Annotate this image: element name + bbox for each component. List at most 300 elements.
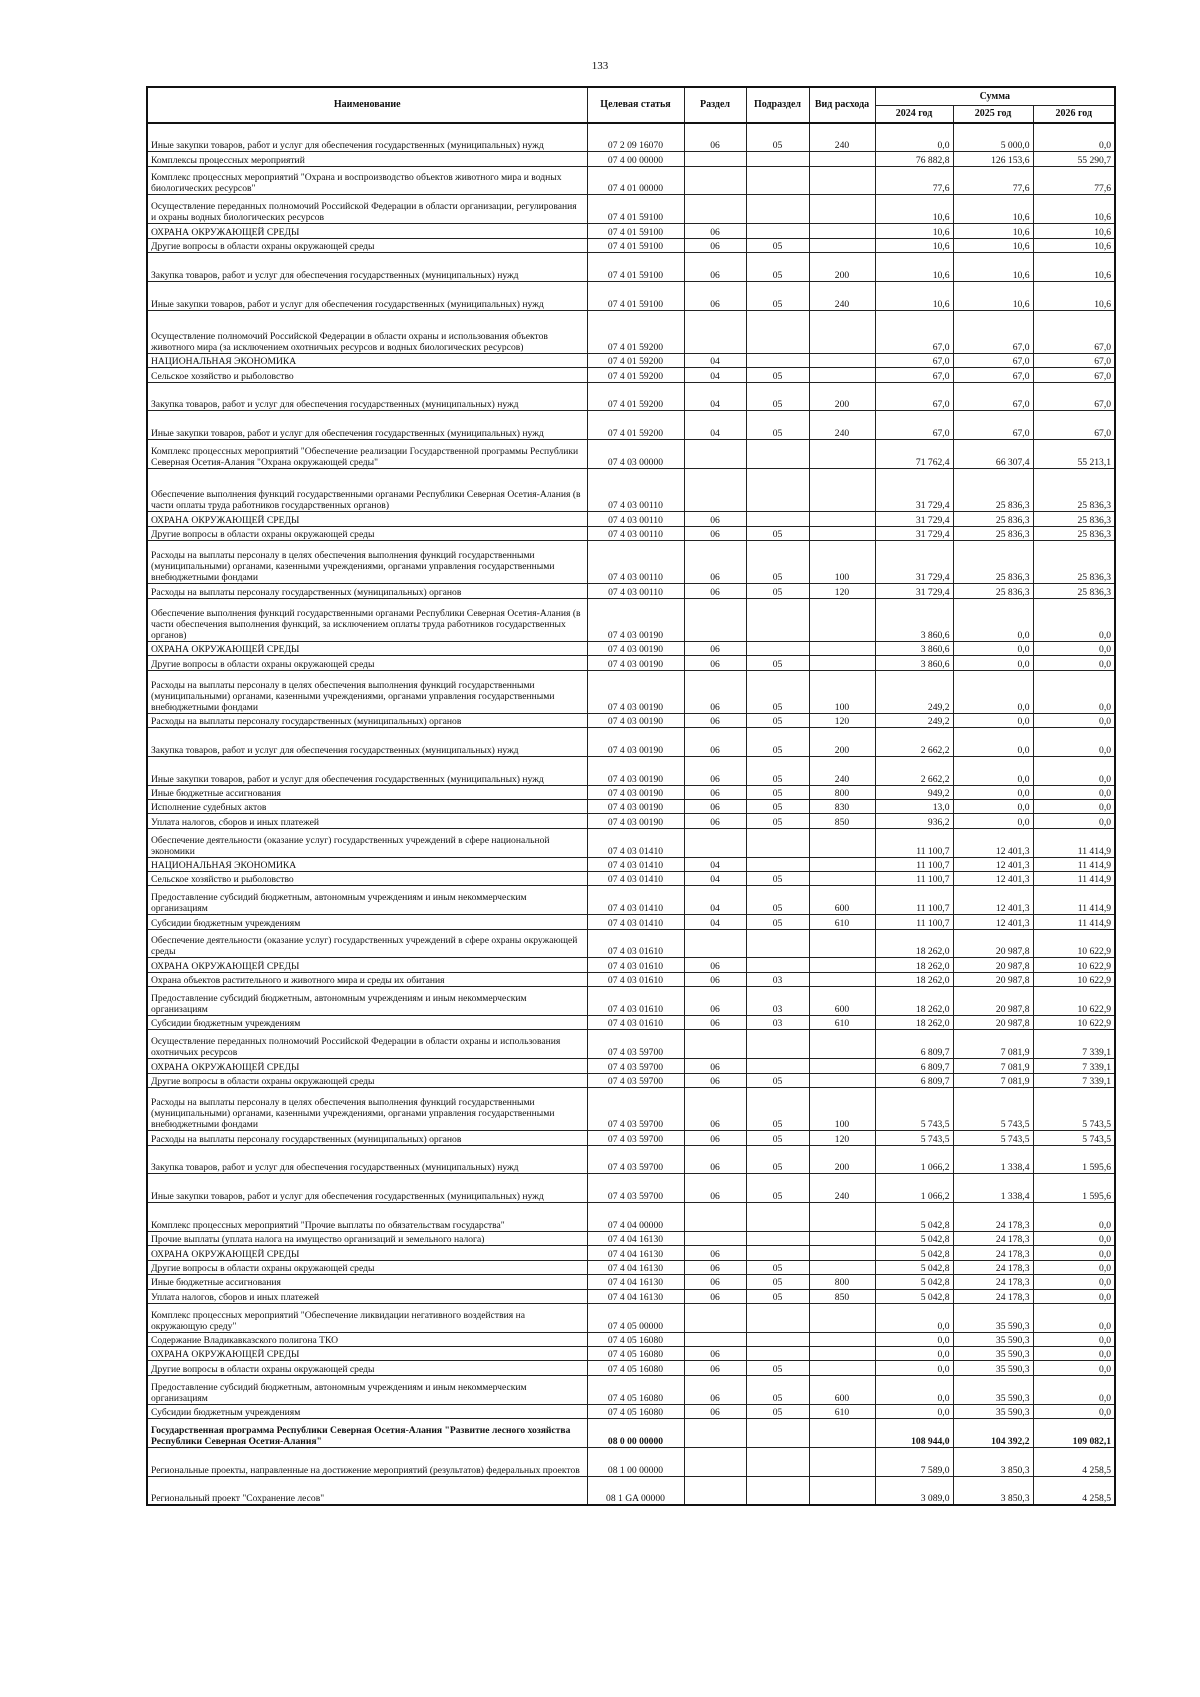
row-target-code: 07 4 03 01410 (587, 872, 684, 886)
row-sum-2026: 11 414,9 (1033, 872, 1115, 886)
row-section (684, 1231, 746, 1245)
row-target-code: 07 4 03 59700 (587, 1131, 684, 1145)
row-sum-2024: 6 809,7 (875, 1073, 953, 1087)
row-sum-2025: 20 987,8 (953, 1016, 1033, 1030)
row-sum-2024: 67,0 (875, 411, 953, 440)
table-row (147, 526, 1115, 540)
row-target-code: 07 4 01 59200 (587, 310, 684, 353)
row-section: 06 (684, 1145, 746, 1174)
row-expense-type (809, 958, 875, 972)
row-sum-2024: 11 100,7 (875, 915, 953, 929)
row-section (684, 1419, 746, 1448)
table-row (147, 1419, 1115, 1448)
row-expense-type (809, 857, 875, 871)
row-section: 04 (684, 886, 746, 915)
row-sum-2025: 35 590,3 (953, 1375, 1033, 1404)
row-sum-2026: 0,0 (1033, 814, 1115, 828)
row-section: 06 (684, 958, 746, 972)
row-sum-2024: 0,0 (875, 123, 953, 152)
table-row (147, 1145, 1115, 1174)
row-name: Иные закупки товаров, работ и услуг для обеспечения государственных (муниципальных) нужд (147, 281, 587, 310)
row-expense-type: 240 (809, 411, 875, 440)
row-sum-2025: 0,0 (953, 670, 1033, 713)
row-target-code: 07 4 03 59700 (587, 1087, 684, 1130)
row-sum-2024: 3 089,0 (875, 1476, 953, 1505)
budget-table (146, 86, 1116, 1506)
row-section: 06 (684, 1087, 746, 1130)
row-expense-type: 850 (809, 814, 875, 828)
table-row (147, 886, 1115, 915)
row-sum-2024: 67,0 (875, 382, 953, 411)
row-sum-2024: 0,0 (875, 1375, 953, 1404)
page-number: 133 (591, 60, 609, 72)
table-row (147, 1404, 1115, 1418)
row-name: Расходы на выплаты персоналу государственных (муниципальных) органов (147, 584, 587, 598)
row-name: Обеспечение выполнения функций государственными органами Республики Северная Осетия-Алания (в части обеспечения выполнения функций, за исключением оплаты труда работников государственных органов) (147, 598, 587, 641)
row-subsection: 05 (746, 1145, 809, 1174)
row-expense-type: 120 (809, 713, 875, 727)
row-sum-2025: 0,0 (953, 756, 1033, 785)
row-sum-2024: 77,6 (875, 166, 953, 195)
row-target-code: 07 4 03 01610 (587, 987, 684, 1016)
table-row (147, 1087, 1115, 1130)
row-sum-2025: 24 178,3 (953, 1246, 1033, 1260)
row-section: 06 (684, 1246, 746, 1260)
row-sum-2025: 5 743,5 (953, 1131, 1033, 1145)
row-expense-type: 600 (809, 987, 875, 1016)
row-sum-2026: 11 414,9 (1033, 886, 1115, 915)
row-section: 04 (684, 411, 746, 440)
row-sum-2024: 71 762,4 (875, 440, 953, 469)
row-name: Расходы на выплаты персоналу государственных (муниципальных) органов (147, 713, 587, 727)
row-sum-2025: 35 590,3 (953, 1303, 1033, 1332)
row-section: 06 (684, 1016, 746, 1030)
row-expense-type (809, 368, 875, 382)
row-expense-type (809, 1419, 875, 1448)
row-name: Другие вопросы в области охраны окружающей среды (147, 1361, 587, 1375)
row-expense-type: 120 (809, 584, 875, 598)
row-target-code: 07 4 05 16080 (587, 1375, 684, 1404)
row-sum-2025: 20 987,8 (953, 958, 1033, 972)
row-section (684, 828, 746, 857)
row-name: Расходы на выплаты персоналу в целях обеспечения выполнения функций государственными (муниципальными) органами, казенными учреждениями, органами управления государственными внебюджетными фондами (147, 540, 587, 583)
row-target-code: 07 4 03 00190 (587, 670, 684, 713)
row-subsection (746, 353, 809, 367)
row-expense-type (809, 469, 875, 512)
row-name: Обеспечение выполнения функций государственными органами Республики Северная Осетия-Алания (в части оплаты труда работников государственных органов) (147, 469, 587, 512)
row-section: 06 (684, 728, 746, 757)
row-sum-2025: 77,6 (953, 166, 1033, 195)
row-expense-type: 830 (809, 800, 875, 814)
table-header (147, 87, 1115, 123)
table-row (147, 195, 1115, 224)
row-target-code: 07 4 01 59200 (587, 353, 684, 367)
row-sum-2024: 5 042,8 (875, 1246, 953, 1260)
row-sum-2026: 1 595,6 (1033, 1174, 1115, 1203)
row-sum-2026: 10 622,9 (1033, 987, 1115, 1016)
row-target-code: 07 4 03 59700 (587, 1145, 684, 1174)
row-target-code: 07 4 03 00110 (587, 526, 684, 540)
row-sum-2026: 0,0 (1033, 1375, 1115, 1404)
row-expense-type (809, 1030, 875, 1059)
row-sum-2025: 10,6 (953, 195, 1033, 224)
row-sum-2026: 10 622,9 (1033, 929, 1115, 958)
row-expense-type (809, 972, 875, 986)
row-sum-2025: 25 836,3 (953, 526, 1033, 540)
row-name: Закупка товаров, работ и услуг для обеспечения государственных (муниципальных) нужд (147, 728, 587, 757)
row-section: 06 (684, 713, 746, 727)
row-sum-2025: 12 401,3 (953, 872, 1033, 886)
row-name: Предоставление субсидий бюджетным, автономным учреждениям и иным некоммерческим организациям (147, 886, 587, 915)
row-sum-2024: 6 809,7 (875, 1030, 953, 1059)
row-subsection: 05 (746, 756, 809, 785)
row-sum-2026: 67,0 (1033, 310, 1115, 353)
table-row (147, 123, 1115, 152)
row-name: Сельское хозяйство и рыболовство (147, 368, 587, 382)
row-expense-type (809, 1332, 875, 1346)
row-name: Осуществление переданных полномочий Российской Федерации в области охраны и использования охотничьих ресурсов (147, 1030, 587, 1059)
row-target-code: 07 4 04 00000 (587, 1203, 684, 1232)
row-section: 04 (684, 857, 746, 871)
row-section: 06 (684, 1289, 746, 1303)
row-target-code: 07 4 03 59700 (587, 1030, 684, 1059)
table-row (147, 915, 1115, 929)
row-sum-2024: 10,6 (875, 195, 953, 224)
row-sum-2025: 0,0 (953, 598, 1033, 641)
row-sum-2026: 10 622,9 (1033, 958, 1115, 972)
row-sum-2024: 10,6 (875, 253, 953, 282)
row-expense-type: 240 (809, 123, 875, 152)
row-sum-2026: 5 743,5 (1033, 1131, 1115, 1145)
table-row (147, 469, 1115, 512)
row-section: 06 (684, 224, 746, 238)
row-target-code: 07 4 03 01410 (587, 915, 684, 929)
row-sum-2026: 25 836,3 (1033, 469, 1115, 512)
row-sum-2026: 0,0 (1033, 1289, 1115, 1303)
row-section: 06 (684, 526, 746, 540)
row-section (684, 1030, 746, 1059)
row-section (684, 166, 746, 195)
table-row (147, 756, 1115, 785)
row-sum-2024: 936,2 (875, 814, 953, 828)
row-name: Комплексы процессных мероприятий (147, 152, 587, 166)
row-sum-2024: 3 860,6 (875, 598, 953, 641)
row-name: Иные бюджетные ассигнования (147, 1275, 587, 1289)
row-subsection (746, 828, 809, 857)
row-expense-type (809, 1203, 875, 1232)
row-sum-2025: 24 178,3 (953, 1260, 1033, 1274)
row-subsection: 05 (746, 1289, 809, 1303)
table-row (147, 800, 1115, 814)
table-row (147, 1447, 1115, 1476)
row-sum-2024: 11 100,7 (875, 828, 953, 857)
row-subsection: 05 (746, 713, 809, 727)
row-expense-type (809, 1447, 875, 1476)
row-sum-2024: 11 100,7 (875, 886, 953, 915)
row-target-code: 07 4 03 59700 (587, 1059, 684, 1073)
row-target-code: 07 4 03 01610 (587, 958, 684, 972)
row-target-code: 07 4 03 00190 (587, 785, 684, 799)
row-target-code: 08 1 GA 00000 (587, 1476, 684, 1505)
table-row (147, 411, 1115, 440)
row-sum-2026: 5 743,5 (1033, 1087, 1115, 1130)
row-name: Охрана объектов растительного и животного мира и среды их обитания (147, 972, 587, 986)
table-row (147, 1231, 1115, 1245)
row-sum-2026: 67,0 (1033, 411, 1115, 440)
row-name: Осуществление переданных полномочий Российской Федерации в области организации, регулирования и охраны водных биологических ресурсов (147, 195, 587, 224)
row-expense-type (809, 1303, 875, 1332)
row-expense-type: 800 (809, 785, 875, 799)
row-sum-2026: 7 339,1 (1033, 1073, 1115, 1087)
row-sum-2026: 0,0 (1033, 1275, 1115, 1289)
row-sum-2026: 0,0 (1033, 1203, 1115, 1232)
row-section (684, 195, 746, 224)
table-row (147, 670, 1115, 713)
table-row (147, 972, 1115, 986)
table-row (147, 814, 1115, 828)
row-target-code: 07 2 09 16070 (587, 123, 684, 152)
row-subsection: 05 (746, 670, 809, 713)
row-sum-2024: 249,2 (875, 670, 953, 713)
row-sum-2025: 0,0 (953, 656, 1033, 670)
header-sum: Сумма (875, 87, 1115, 105)
row-sum-2025: 104 392,2 (953, 1419, 1033, 1448)
row-name: Закупка товаров, работ и услуг для обеспечения государственных (муниципальных) нужд (147, 382, 587, 411)
table-row (147, 353, 1115, 367)
row-sum-2025: 10,6 (953, 224, 1033, 238)
row-name: Содержание Владикавказского полигона ТКО (147, 1332, 587, 1346)
row-section: 06 (684, 656, 746, 670)
row-subsection: 05 (746, 411, 809, 440)
row-section (684, 469, 746, 512)
row-name: Расходы на выплаты персоналу государственных (муниципальных) органов (147, 1131, 587, 1145)
row-expense-type: 610 (809, 1404, 875, 1418)
table-row (147, 1246, 1115, 1260)
row-subsection: 05 (746, 1174, 809, 1203)
row-section (684, 929, 746, 958)
table-row (147, 238, 1115, 252)
row-subsection (746, 1231, 809, 1245)
table-row (147, 929, 1115, 958)
row-sum-2024: 11 100,7 (875, 857, 953, 871)
row-name: Региональный проект "Сохранение лесов" (147, 1476, 587, 1505)
row-section: 06 (684, 1073, 746, 1087)
row-name: ОХРАНА ОКРУЖАЮЩЕЙ СРЕДЫ (147, 1347, 587, 1361)
table-row (147, 1174, 1115, 1203)
row-name: Комплекс процессных мероприятий "Охрана и воспроизводство объектов животного мира и водных биологических ресурсов" (147, 166, 587, 195)
row-expense-type (809, 828, 875, 857)
row-target-code: 07 4 03 00190 (587, 656, 684, 670)
row-section: 04 (684, 382, 746, 411)
row-sum-2024: 31 729,4 (875, 512, 953, 526)
row-sum-2024: 2 662,2 (875, 728, 953, 757)
row-subsection: 05 (746, 728, 809, 757)
row-subsection (746, 1203, 809, 1232)
row-sum-2025: 20 987,8 (953, 929, 1033, 958)
row-subsection: 05 (746, 1275, 809, 1289)
table-row (147, 1073, 1115, 1087)
table-row (147, 1332, 1115, 1346)
row-name: Другие вопросы в области охраны окружающей среды (147, 656, 587, 670)
row-target-code: 07 4 03 01410 (587, 828, 684, 857)
row-name: Закупка товаров, работ и услуг для обеспечения государственных (муниципальных) нужд (147, 1145, 587, 1174)
row-target-code: 07 4 01 59100 (587, 281, 684, 310)
table-row (147, 1303, 1115, 1332)
row-expense-type: 100 (809, 540, 875, 583)
row-target-code: 07 4 03 59700 (587, 1174, 684, 1203)
row-sum-2024: 31 729,4 (875, 584, 953, 598)
row-target-code: 08 1 00 00000 (587, 1447, 684, 1476)
row-sum-2024: 3 860,6 (875, 641, 953, 655)
row-name: Иные бюджетные ассигнования (147, 785, 587, 799)
row-section (684, 1203, 746, 1232)
row-expense-type (809, 238, 875, 252)
row-sum-2025: 7 081,9 (953, 1073, 1033, 1087)
row-expense-type (809, 310, 875, 353)
row-sum-2024: 5 743,5 (875, 1131, 953, 1145)
row-expense-type (809, 353, 875, 367)
row-section: 04 (684, 872, 746, 886)
row-sum-2025: 67,0 (953, 411, 1033, 440)
row-name: Субсидии бюджетным учреждениям (147, 915, 587, 929)
row-subsection (746, 958, 809, 972)
table-row (147, 1361, 1115, 1375)
row-name: Предоставление субсидий бюджетным, автономным учреждениям и иным некоммерческим организациям (147, 1375, 587, 1404)
row-sum-2025: 67,0 (953, 382, 1033, 411)
row-target-code: 07 4 03 01610 (587, 929, 684, 958)
row-name: Сельское хозяйство и рыболовство (147, 872, 587, 886)
row-section: 06 (684, 540, 746, 583)
row-sum-2025: 67,0 (953, 353, 1033, 367)
row-name: Другие вопросы в области охраны окружающей среды (147, 1260, 587, 1274)
row-subsection (746, 857, 809, 871)
row-sum-2025: 66 307,4 (953, 440, 1033, 469)
row-sum-2026: 0,0 (1033, 1260, 1115, 1274)
row-subsection: 05 (746, 281, 809, 310)
row-target-code: 07 4 03 01610 (587, 972, 684, 986)
row-section: 06 (684, 1131, 746, 1145)
row-subsection: 05 (746, 1361, 809, 1375)
table-row (147, 281, 1115, 310)
row-subsection: 05 (746, 123, 809, 152)
row-sum-2026: 7 339,1 (1033, 1030, 1115, 1059)
row-sum-2026: 4 258,5 (1033, 1476, 1115, 1505)
row-name: ОХРАНА ОКРУЖАЮЩЕЙ СРЕДЫ (147, 224, 587, 238)
row-section (684, 152, 746, 166)
row-sum-2026: 0,0 (1033, 1231, 1115, 1245)
row-sum-2024: 249,2 (875, 713, 953, 727)
row-section: 06 (684, 281, 746, 310)
row-sum-2026: 67,0 (1033, 368, 1115, 382)
row-section: 06 (684, 238, 746, 252)
row-target-code: 07 4 03 00190 (587, 800, 684, 814)
table-row (147, 1289, 1115, 1303)
row-subsection (746, 512, 809, 526)
row-name: Расходы на выплаты персоналу в целях обеспечения выполнения функций государственными (муниципальными) органами, казенными учреждениями, органами управления государственными внебюджетными фондами (147, 1087, 587, 1130)
header-2025: 2025 год (953, 105, 1033, 123)
row-name: Комплекс процессных мероприятий "Обеспечение реализации Государственной программы Республики Северная Осетия-Алания "Охрана окружающей среды" (147, 440, 587, 469)
row-expense-type (809, 929, 875, 958)
header-expense-type: Вид расхода (809, 87, 875, 123)
row-name: Другие вопросы в области охраны окружающей среды (147, 526, 587, 540)
row-subsection: 05 (746, 1087, 809, 1130)
row-sum-2025: 25 836,3 (953, 584, 1033, 598)
row-sum-2026: 0,0 (1033, 1303, 1115, 1332)
row-target-code: 07 4 05 16080 (587, 1332, 684, 1346)
row-target-code: 08 0 00 00000 (587, 1419, 684, 1448)
row-sum-2025: 12 401,3 (953, 915, 1033, 929)
row-target-code: 07 4 04 16130 (587, 1246, 684, 1260)
row-section: 06 (684, 814, 746, 828)
row-expense-type: 800 (809, 1275, 875, 1289)
row-expense-type: 100 (809, 1087, 875, 1130)
table-row (147, 1375, 1115, 1404)
table-row (147, 1347, 1115, 1361)
row-sum-2026: 10,6 (1033, 224, 1115, 238)
row-sum-2026: 0,0 (1033, 123, 1115, 152)
row-section: 06 (684, 1174, 746, 1203)
table-row (147, 872, 1115, 886)
row-expense-type: 120 (809, 1131, 875, 1145)
row-expense-type: 100 (809, 670, 875, 713)
row-sum-2024: 5 042,8 (875, 1231, 953, 1245)
header-code: Целевая статья (587, 87, 684, 123)
row-expense-type: 200 (809, 1145, 875, 1174)
row-target-code: 07 4 03 00190 (587, 641, 684, 655)
row-sum-2026: 25 836,3 (1033, 540, 1115, 583)
row-name: ОХРАНА ОКРУЖАЮЩЕЙ СРЕДЫ (147, 958, 587, 972)
row-subsection: 05 (746, 656, 809, 670)
row-target-code: 07 4 03 59700 (587, 1073, 684, 1087)
row-sum-2024: 5 042,8 (875, 1275, 953, 1289)
row-subsection: 05 (746, 1375, 809, 1404)
row-sum-2026: 0,0 (1033, 656, 1115, 670)
row-sum-2025: 0,0 (953, 814, 1033, 828)
row-sum-2025: 35 590,3 (953, 1361, 1033, 1375)
table-row (147, 440, 1115, 469)
row-target-code: 07 4 04 16130 (587, 1231, 684, 1245)
row-expense-type (809, 440, 875, 469)
row-section: 06 (684, 1059, 746, 1073)
row-name: ОХРАНА ОКРУЖАЮЩЕЙ СРЕДЫ (147, 512, 587, 526)
row-section: 06 (684, 800, 746, 814)
table-row (147, 584, 1115, 598)
row-sum-2026: 0,0 (1033, 785, 1115, 799)
row-sum-2024: 0,0 (875, 1361, 953, 1375)
row-sum-2024: 13,0 (875, 800, 953, 814)
row-name: Обеспечение деятельности (оказание услуг) государственных учреждений в сфере охраны окружающей среды (147, 929, 587, 958)
row-target-code: 07 4 01 59200 (587, 368, 684, 382)
row-sum-2026: 4 258,5 (1033, 1447, 1115, 1476)
row-section (684, 1332, 746, 1346)
row-sum-2024: 949,2 (875, 785, 953, 799)
row-target-code: 07 4 05 16080 (587, 1404, 684, 1418)
row-sum-2024: 5 042,8 (875, 1289, 953, 1303)
row-sum-2026: 10,6 (1033, 238, 1115, 252)
row-expense-type (809, 1246, 875, 1260)
row-target-code: 07 4 03 00190 (587, 728, 684, 757)
row-sum-2024: 1 066,2 (875, 1174, 953, 1203)
row-sum-2025: 1 338,4 (953, 1174, 1033, 1203)
row-section: 06 (684, 253, 746, 282)
table-row (147, 958, 1115, 972)
table-row (147, 310, 1115, 353)
row-subsection (746, 598, 809, 641)
row-sum-2024: 10,6 (875, 281, 953, 310)
row-sum-2026: 10 622,9 (1033, 972, 1115, 986)
row-target-code: 07 4 03 00110 (587, 584, 684, 598)
row-sum-2025: 12 401,3 (953, 886, 1033, 915)
